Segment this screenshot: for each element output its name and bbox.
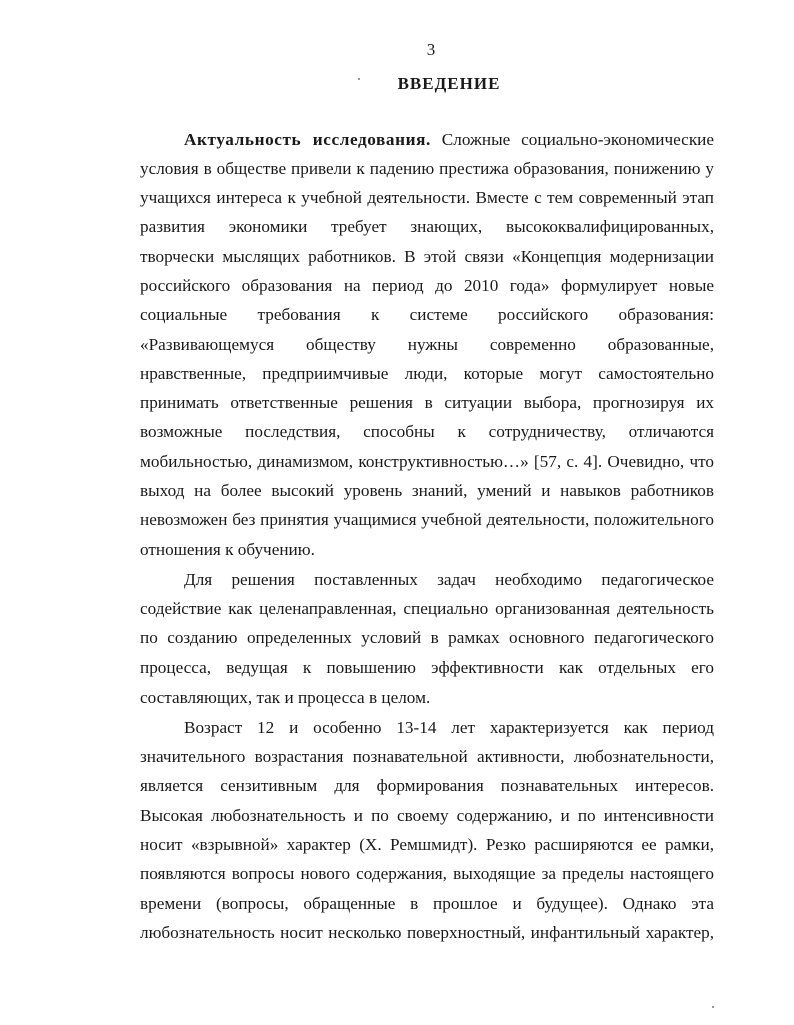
line-text: невозможен без принятия учащимися учебной деятельности, положительного [140, 510, 714, 529]
text-line [140, 335, 714, 355]
line-text: выход на более высокий уровень знаний, умений и навыков работников [140, 481, 714, 500]
line-text: Сложные социально-экономические [430, 130, 714, 149]
text-line [140, 422, 714, 442]
line-text: условия в обществе привели к падению престижа образования, понижению у [140, 159, 714, 178]
line-text: носит «взрывной» характер (Х. Ремшмидт). Резко расширяются ее рамки, [140, 835, 714, 854]
line-text: учащихся интереса к учебной деятельности. Вместе с тем современный этап [140, 188, 714, 207]
line-text: любознательность носит несколько поверхностный, инфантильный характер, [140, 923, 714, 942]
line-text: отношения к обучению. [140, 540, 315, 559]
line-text: мобильностью, динамизмом, конструктивностью…» [57, с. 4]. Очевидно, что [140, 452, 714, 471]
text-line [140, 188, 714, 208]
text-line [184, 570, 714, 590]
line-text: развития экономики требует знающих, высококвалифицированных, [140, 217, 714, 236]
line-text: содействие как целенаправленная, специально организованная деятельность [140, 599, 714, 618]
text-line [140, 688, 714, 708]
text-line [140, 747, 714, 767]
scan-speck [358, 78, 360, 80]
line-text: по созданию определенных условий в рамках основного педагогического [140, 628, 714, 647]
text-line [140, 452, 714, 472]
text-line [140, 217, 714, 237]
line-text: нравственные, предприимчивые люди, которые могут самостоятельно [140, 364, 714, 383]
line-text: значительного возрастания познавательной активности, любознательности, [140, 747, 714, 766]
line-text: принимать ответственные решения в ситуации выбора, прогнозируя их [140, 393, 714, 412]
text-line [140, 628, 714, 648]
text-line [140, 599, 714, 619]
line-text: социальные требования к системе российского образования: [140, 305, 714, 324]
text-line [140, 159, 714, 179]
line-text: творчески мыслящих работников. В этой связи «Концепция модернизации [140, 247, 714, 266]
line-text: времени (вопросы, обращенные в прошлое и будущее). Однако эта [140, 894, 714, 913]
lead-phrase: Актуальность исследования. [184, 130, 431, 149]
text-line [140, 894, 714, 914]
line-text: Высокая любознательность и по своему содержанию, и по интенсивности [140, 806, 714, 825]
text-line [140, 835, 714, 855]
text-line [140, 305, 714, 325]
line-text: «Развивающемуся обществу нужны современно образованные, [140, 335, 714, 354]
text-line [140, 658, 714, 678]
line-text: Возраст 12 и особенно 13-14 лет характеризуется как период [184, 718, 714, 737]
line-text: процесса, ведущая к повышению эффективности как отдельных его [140, 658, 714, 677]
text-line [140, 776, 714, 796]
text-line [184, 718, 714, 738]
text-line [140, 923, 714, 943]
line-text: возможные последствия, способны к сотрудничеству, отличаются [140, 422, 714, 441]
text-line [184, 130, 714, 150]
line-text: Для решения поставленных задач необходимо педагогическое [184, 570, 714, 589]
page-number: 3 [426, 40, 436, 59]
text-line [140, 276, 714, 296]
text-line [140, 481, 714, 501]
text-line [140, 510, 714, 530]
line-text: является сензитивным для формирования познавательных интересов. [140, 776, 714, 795]
text-line [140, 806, 714, 826]
line-text: появляются вопросы нового содержания, выходящие за пределы настоящего [140, 864, 714, 883]
text-line [140, 247, 714, 267]
text-line [140, 364, 714, 384]
text-line [140, 540, 714, 560]
text-line [140, 864, 714, 884]
section-heading: ВВЕДЕНИЕ [397, 74, 501, 93]
scan-speck [712, 1006, 714, 1008]
text-line [140, 393, 714, 413]
line-text: составляющих, так и процесса в целом. [140, 688, 431, 707]
line-text: российского образования на период до 2010 года» формулирует новые [140, 276, 714, 295]
